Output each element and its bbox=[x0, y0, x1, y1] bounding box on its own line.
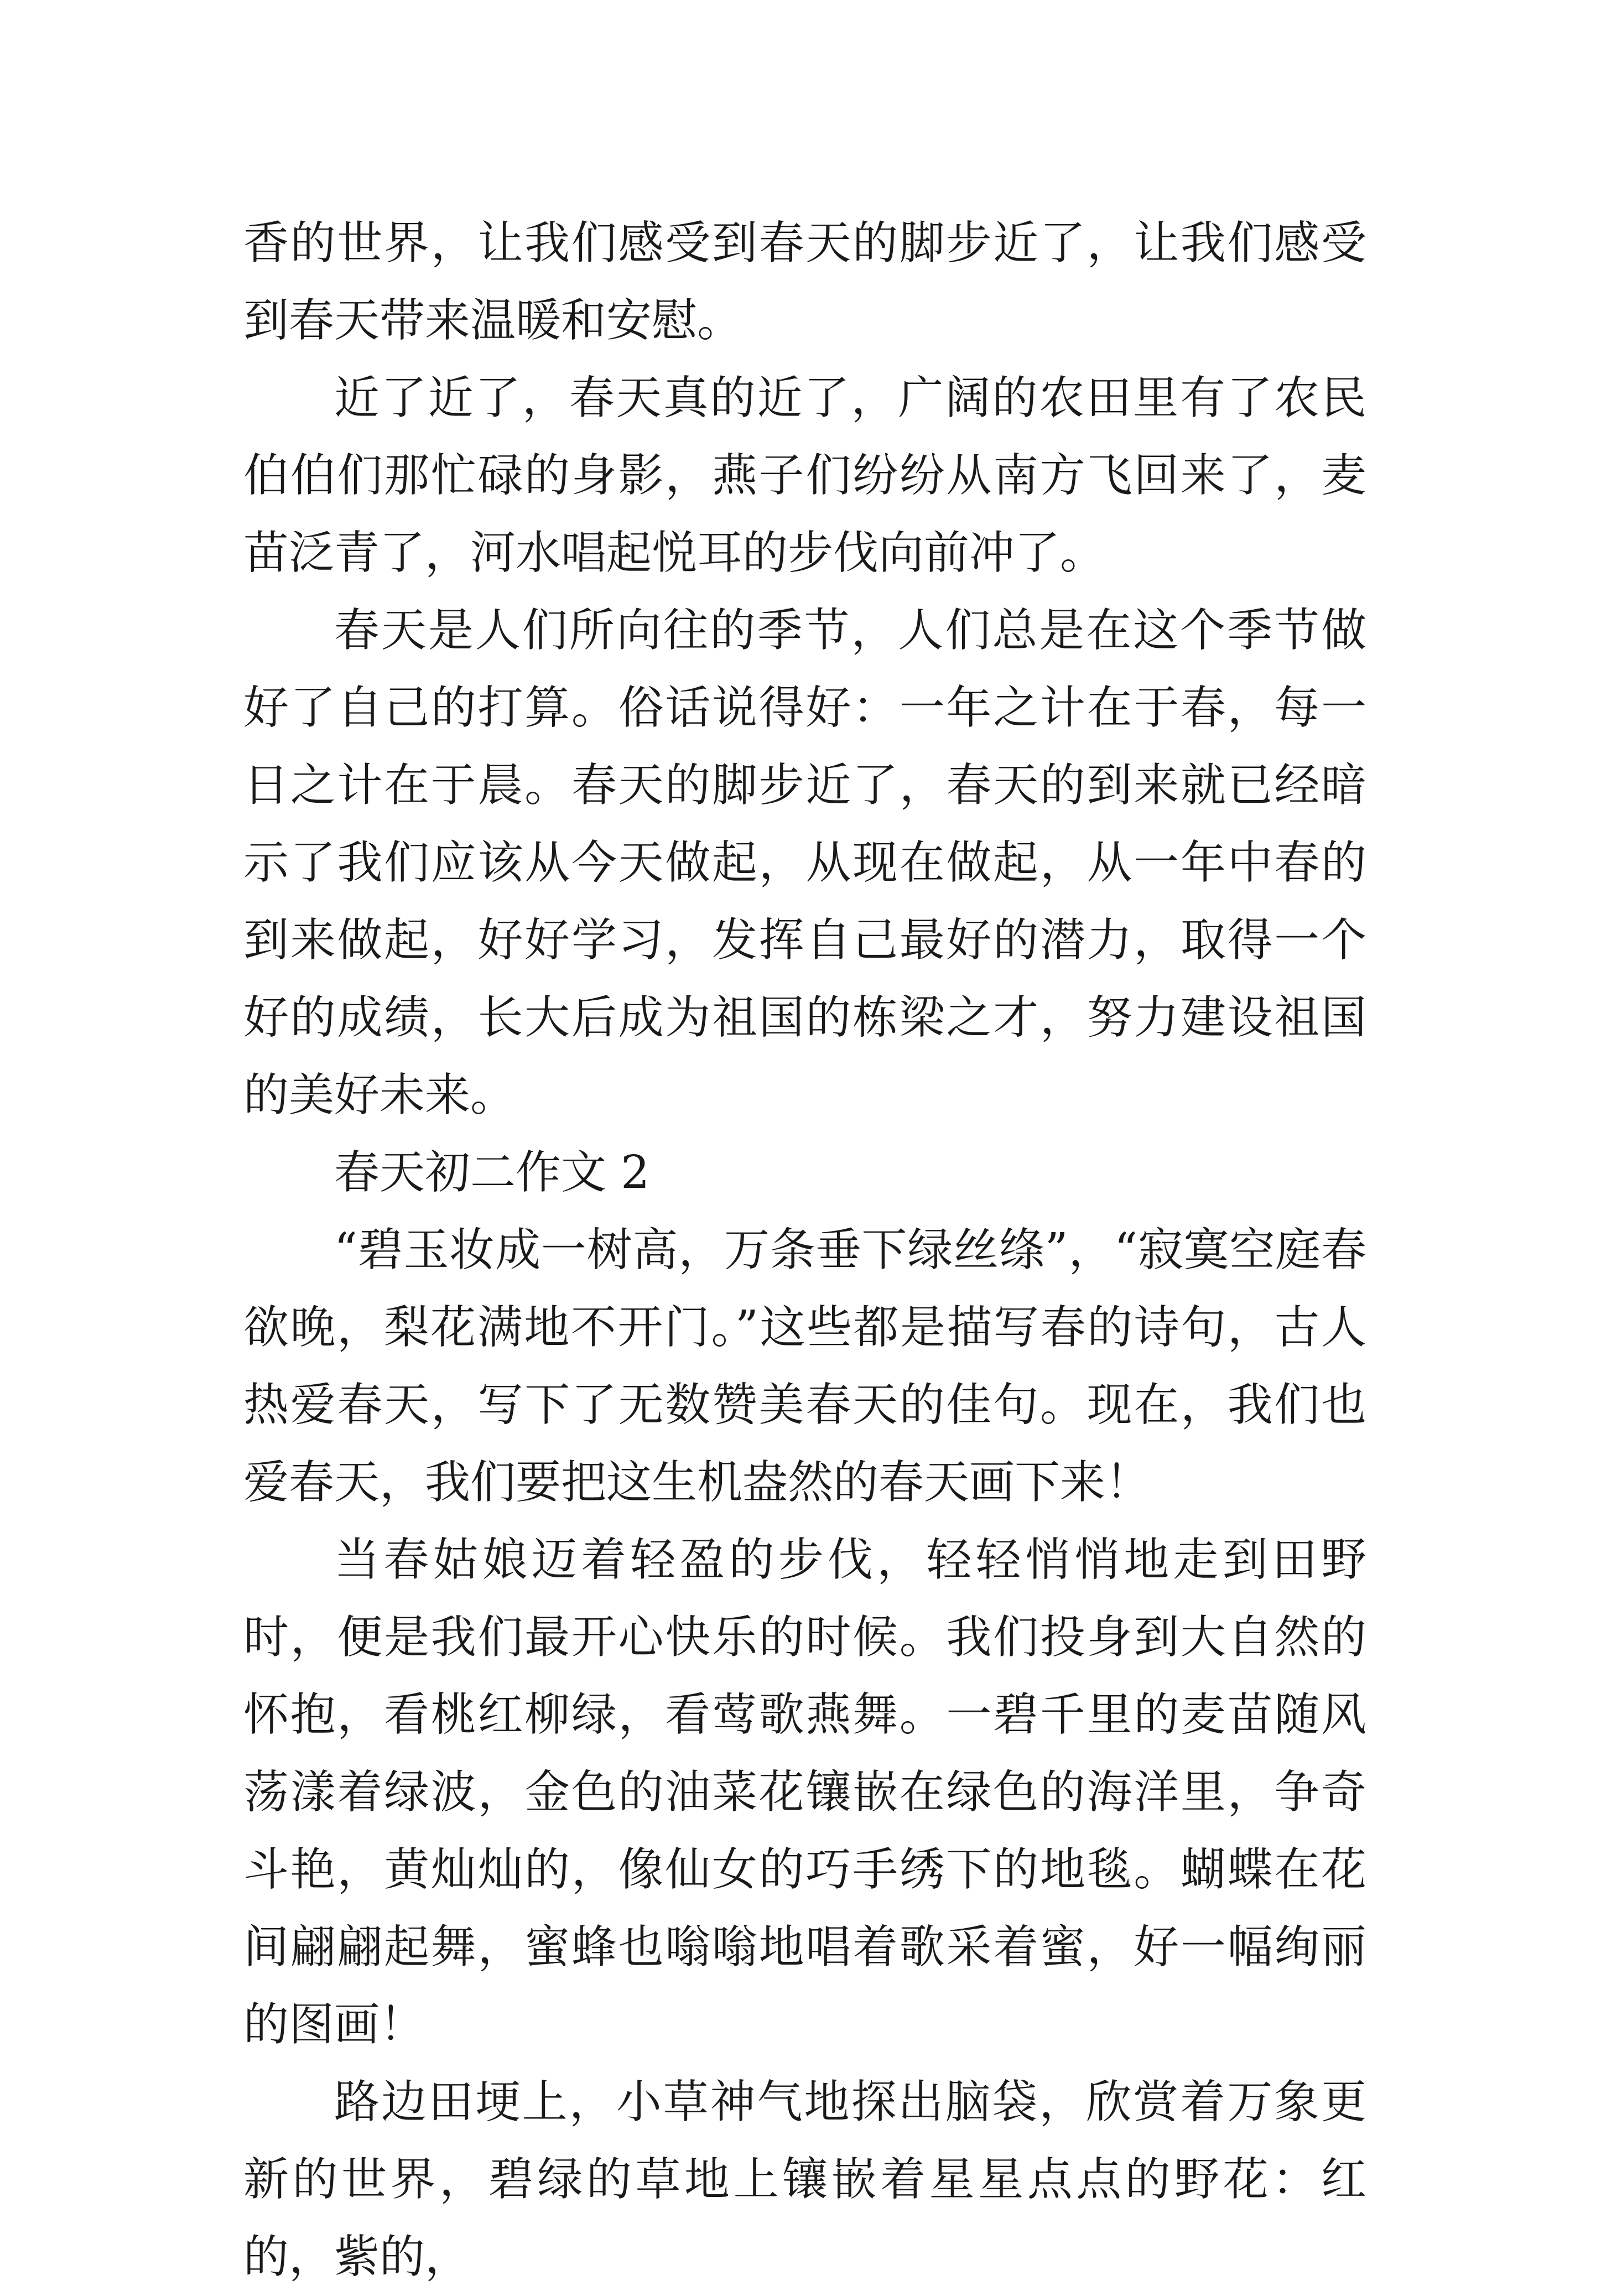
paragraph: 近了近了，春天真的近了，广阔的农田里有了农民伯伯们那忙碌的身影，燕子们纷纷从南方飞回来了，麦苗泛青了，河水唱起悦耳的步伐向前冲了。 bbox=[243, 372, 1366, 579]
essay-title: 春天初二作文 2 bbox=[334, 1146, 650, 1199]
paragraph: “碧玉妆成一树高，万条垂下绿丝绦”，“寂寞空庭春欲晚，梨花满地不开门。”这些都是描写春的诗句，古人热爱春天，写下了无数赞美春天的佳句。现在，我们也爱春天，我们要把这生机盎然的春天画下来！ bbox=[243, 1224, 1366, 1509]
paragraph-continuation: 香的世界，让我们感受到春天的脚步近了，让我们感受到春天带来温暖和安慰。 bbox=[243, 217, 1366, 347]
paragraph: 当春姑娘迈着轻盈的步伐，轻轻悄悄地走到田野时，便是我们最开心快乐的时候。我们投身到大自然的怀抱，看桃红柳绿，看莺歌燕舞。一碧千里的麦苗随风荡漾着绿波，金色的油菜花镶嵌在绿色的海洋里，争奇斗艳，黄灿灿的，像仙女的巧手绣下的地毯。蝴蝶在花间翩翩起舞，蜜蜂也嗡嗡地唱着歌采着蜜，好一幅绚丽的图画！ bbox=[243, 1534, 1366, 2051]
paragraph: 路边田埂上，小草神气地探出脑袋，欣赏着万象更新的世界，碧绿的草地上镶嵌着星星点点的野花：红的，紫的， bbox=[243, 2076, 1366, 2283]
paragraph: 春天是人们所向往的季节，人们总是在这个季节做好了自己的打算。俗话说得好：一年之计在于春，每一日之计在于晨。春天的脚步近了，春天的到来就已经暗示了我们应该从今天做起，从现在做起，从一年中春的到来做起，好好学习，发挥自己最好的潜力，取得一个好的成绩，长大后成为祖国的栋梁之才，努力建设祖国的美好未来。 bbox=[243, 604, 1366, 1121]
document-body bbox=[243, 205, 1366, 2296]
